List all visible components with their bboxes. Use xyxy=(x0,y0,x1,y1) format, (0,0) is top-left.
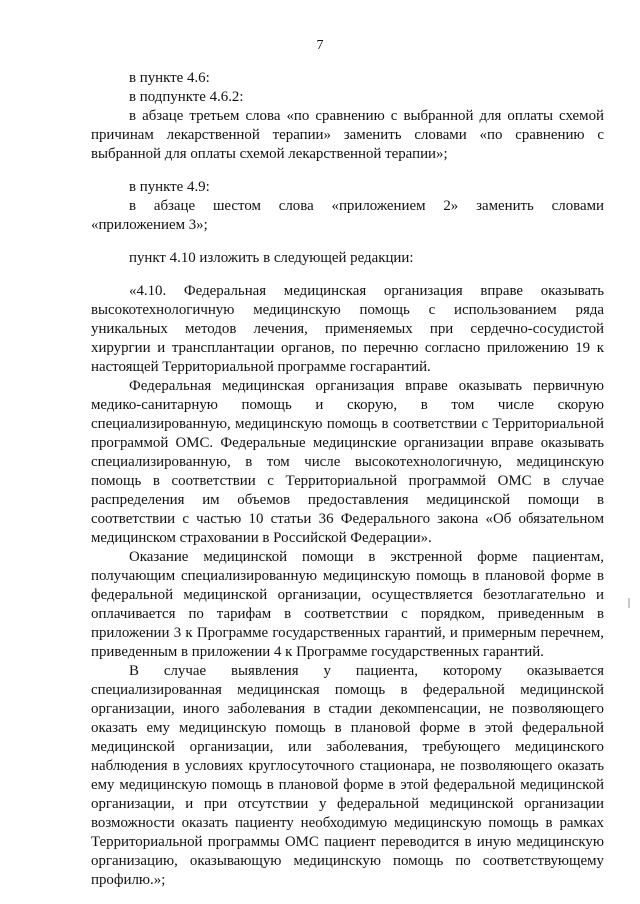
text-line: возможности оказать пациенту необходимую медицинскую помощь в рамках xyxy=(91,815,604,831)
text-line: специализированную, в том числе высокотехнологичную, медицинскую xyxy=(91,454,604,470)
text-line: специализированная медицинская помощь в федеральной медицинской xyxy=(91,682,604,698)
paragraph-federal-organization xyxy=(91,377,604,548)
text-line: оплачивается по тарифам в соответствии с порядком, приведенным в xyxy=(91,606,604,622)
text-line: причинам лекарственной терапии» заменить словами «по сравнению с xyxy=(91,127,604,143)
text-line: организацию, оказывающую медицинскую помощь по соответствующему xyxy=(91,853,604,869)
text-line: Территориальной программы ОМС пациент переводится в иную медицинскую xyxy=(91,834,604,850)
paragraph-gap xyxy=(91,268,604,282)
text-line: распределения им объемов предоставления медицинской помощи в xyxy=(91,492,604,508)
paragraph-item-4-10 xyxy=(91,282,604,377)
text-line: медико-санитарную помощь и скорую, в том числе скорую xyxy=(91,397,604,413)
text-line: специализированную, медицинскую помощь в соответствии с Территориальной xyxy=(91,416,604,432)
text-line: в пункте 4.9: xyxy=(129,179,210,195)
text-line: «4.10. Федеральная медицинская организация вправе оказывать xyxy=(129,283,604,299)
paragraph-item-4-10-intro xyxy=(91,249,604,268)
text-line: настоящей Территориальной программе госгарантий. xyxy=(91,359,431,375)
text-line: выбранной для оплаты схемой лекарственной терапии»; xyxy=(91,146,448,162)
document-body xyxy=(91,69,604,890)
text-line: помощь в соответствии с Территориальной программой ОМС в случае xyxy=(91,473,604,489)
text-line: приведенным в приложении 4 к Программе государственных гарантий. xyxy=(91,644,544,660)
text-line: высокотехнологичную медицинскую помощь с использованием ряда xyxy=(91,302,604,318)
text-line: ему медицинскую помощь в плановой форме в этой федеральной медицинской xyxy=(91,777,604,793)
text-line: медицинском страховании в Российской Федерации». xyxy=(91,530,432,546)
text-line: в абзаце третьем слова «по сравнению с выбранной для оплаты схемой xyxy=(129,108,604,124)
text-line: в пункте 4.6: xyxy=(129,70,210,86)
text-line: организации, иного заболевания в стадии декомпенсации, не позволяющего xyxy=(91,701,604,717)
text-line: пункт 4.10 изложить в следующей редакции: xyxy=(129,250,414,266)
text-line: хирургии и трансплантации органов, по перечню согласно приложению 19 к xyxy=(91,340,604,356)
text-line: уникальных методов лечения, применяемых при сердечно-сосудистой xyxy=(91,321,604,337)
text-line: «приложением 3»; xyxy=(91,217,208,233)
page-number: 7 xyxy=(316,38,324,53)
paragraph-patient-transfer xyxy=(91,662,604,890)
text-line: федеральной медицинской организации, осуществляется безотлагательно и xyxy=(91,587,604,603)
text-line: соответствии с частью 10 статьи 36 Федерального закона «Об обязательном xyxy=(91,511,604,527)
paragraph-gap xyxy=(91,235,604,249)
text-line: наблюдения в условиях круглосуточного стационара, не позволяющего оказать xyxy=(91,758,604,774)
paragraph-sixth-abzats xyxy=(91,197,604,235)
text-line: в подпункте 4.6.2: xyxy=(129,89,244,105)
text-line: организации, и при отсутствии у федеральной медицинской организации xyxy=(91,796,604,812)
text-line: Федеральная медицинская организация вправе оказывать первичную xyxy=(129,378,604,394)
text-line: приложении 3 к Программе государственных гарантий, и примерным перечнем, xyxy=(91,625,604,641)
scan-margin-mark xyxy=(628,598,630,608)
paragraph-item-4-9 xyxy=(91,178,604,197)
text-line: медицинской организации, или заболевания, требующего медицинского xyxy=(91,739,604,755)
paragraph-subitem-4-6-2 xyxy=(91,88,604,107)
paragraph-item-4-6 xyxy=(91,69,604,88)
paragraph-emergency-care xyxy=(91,548,604,662)
text-line: оказать ему медицинскую помощь в плановой форме в этой федеральной xyxy=(91,720,604,736)
paragraph-gap xyxy=(91,164,604,178)
paragraph-third-abzats xyxy=(91,107,604,164)
text-line: получающим специализированную медицинскую помощь в плановой форме в xyxy=(91,568,604,584)
text-line: профилю.»; xyxy=(91,872,166,888)
text-line: в абзаце шестом слова «приложением 2» заменить словами xyxy=(129,198,604,214)
text-line: Оказание медицинской помощи в экстренной форме пациентам, xyxy=(129,549,604,565)
text-line: В случае выявления у пациента, которому оказывается xyxy=(129,663,604,679)
text-line: программой ОМС. Федеральные медицинские организации вправе оказывать xyxy=(91,435,604,451)
